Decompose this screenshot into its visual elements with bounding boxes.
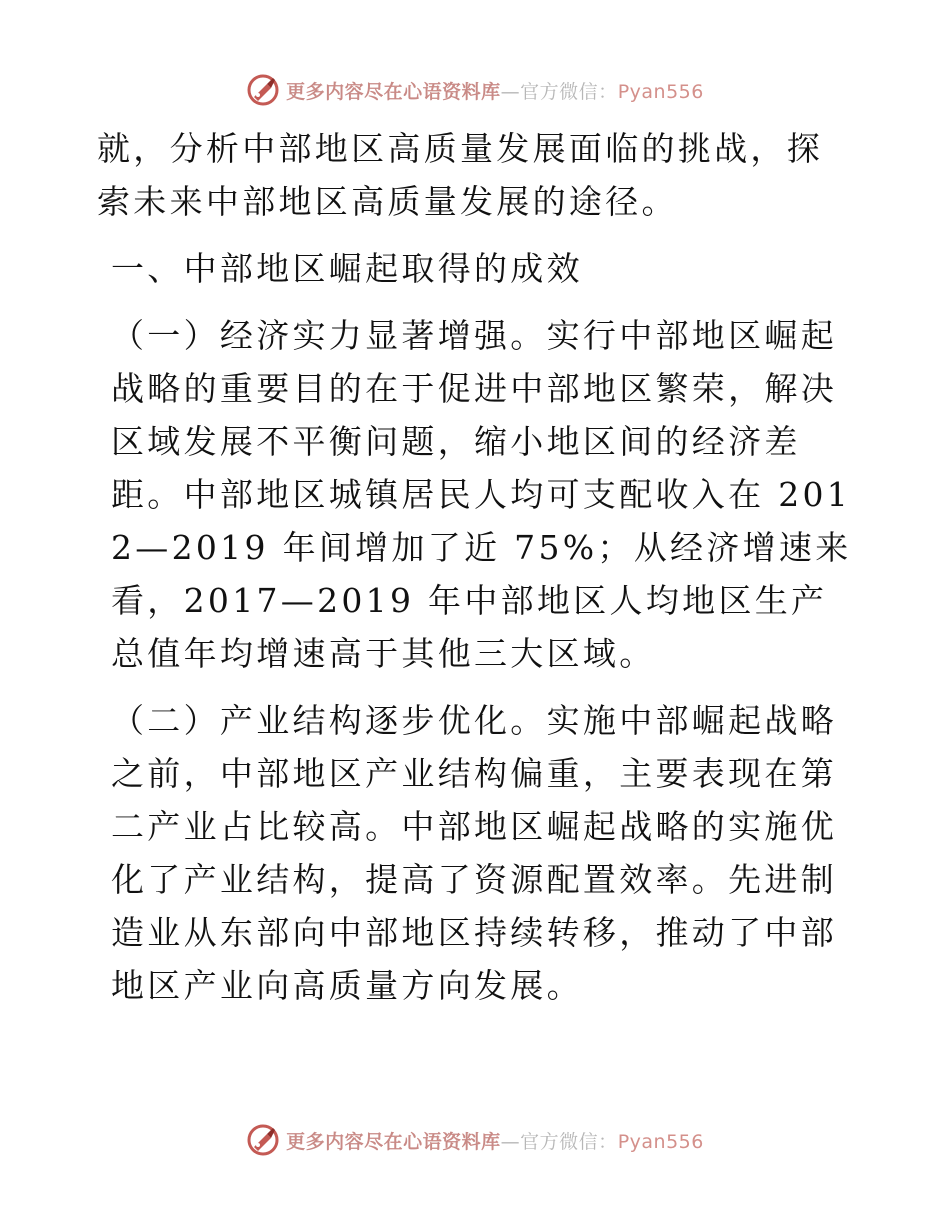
section-heading: 一、中部地区崛起取得的成效 [111,249,583,288]
watermark-header [0,70,950,110]
pen-nib-circle-icon [246,73,280,107]
watermark-wechat-id: Pyan556 [617,80,704,103]
watermark-text [286,77,704,104]
watermark-wechat-id: Pyan556 [617,1130,704,1153]
watermark-main-text: 更多内容尽在心语资料库 [286,80,501,103]
watermark-dash: — [500,1130,521,1153]
paragraph-intro: 就，分析中部地区高质量发展面临的挑战，探索未来中部地区高质量发展的途径。 [97,129,823,221]
pen-nib-circle-icon [246,1123,280,1157]
watermark-footer [0,1120,950,1160]
watermark-main-text: 更多内容尽在心语资料库 [286,1130,501,1153]
watermark-text [286,1127,704,1154]
watermark-official-label: 官方微信： [520,1130,618,1153]
watermark-dash: — [500,80,521,103]
paragraph-economic-strength: （一）经济实力显著增强。实行中部地区崛起战略的重要目的在于促进中部地区繁荣，解决区域发展不平衡问题，缩小地区间的经济差距。中部地区城镇居民人均可支配收入在 2012—2019 年间增加了近 75%；从经济增速来看，2017—2019 年中部地区人均地区生产总值年均增速高于其他三大区域。 [111,316,852,673]
paragraph-industrial-structure: （二）产业结构逐步优化。实施中部崛起战略之前，中部地区产业结构偏重，主要表现在第二产业占比较高。中部地区崛起战略的实施优化了产业结构，提高了资源配置效率。先进制造业从东部向中部地区持续转移，推动了中部地区产业向高质量方向发展。 [111,701,837,1005]
watermark-official-label: 官方微信： [520,80,618,103]
document-body [97,122,857,1026]
